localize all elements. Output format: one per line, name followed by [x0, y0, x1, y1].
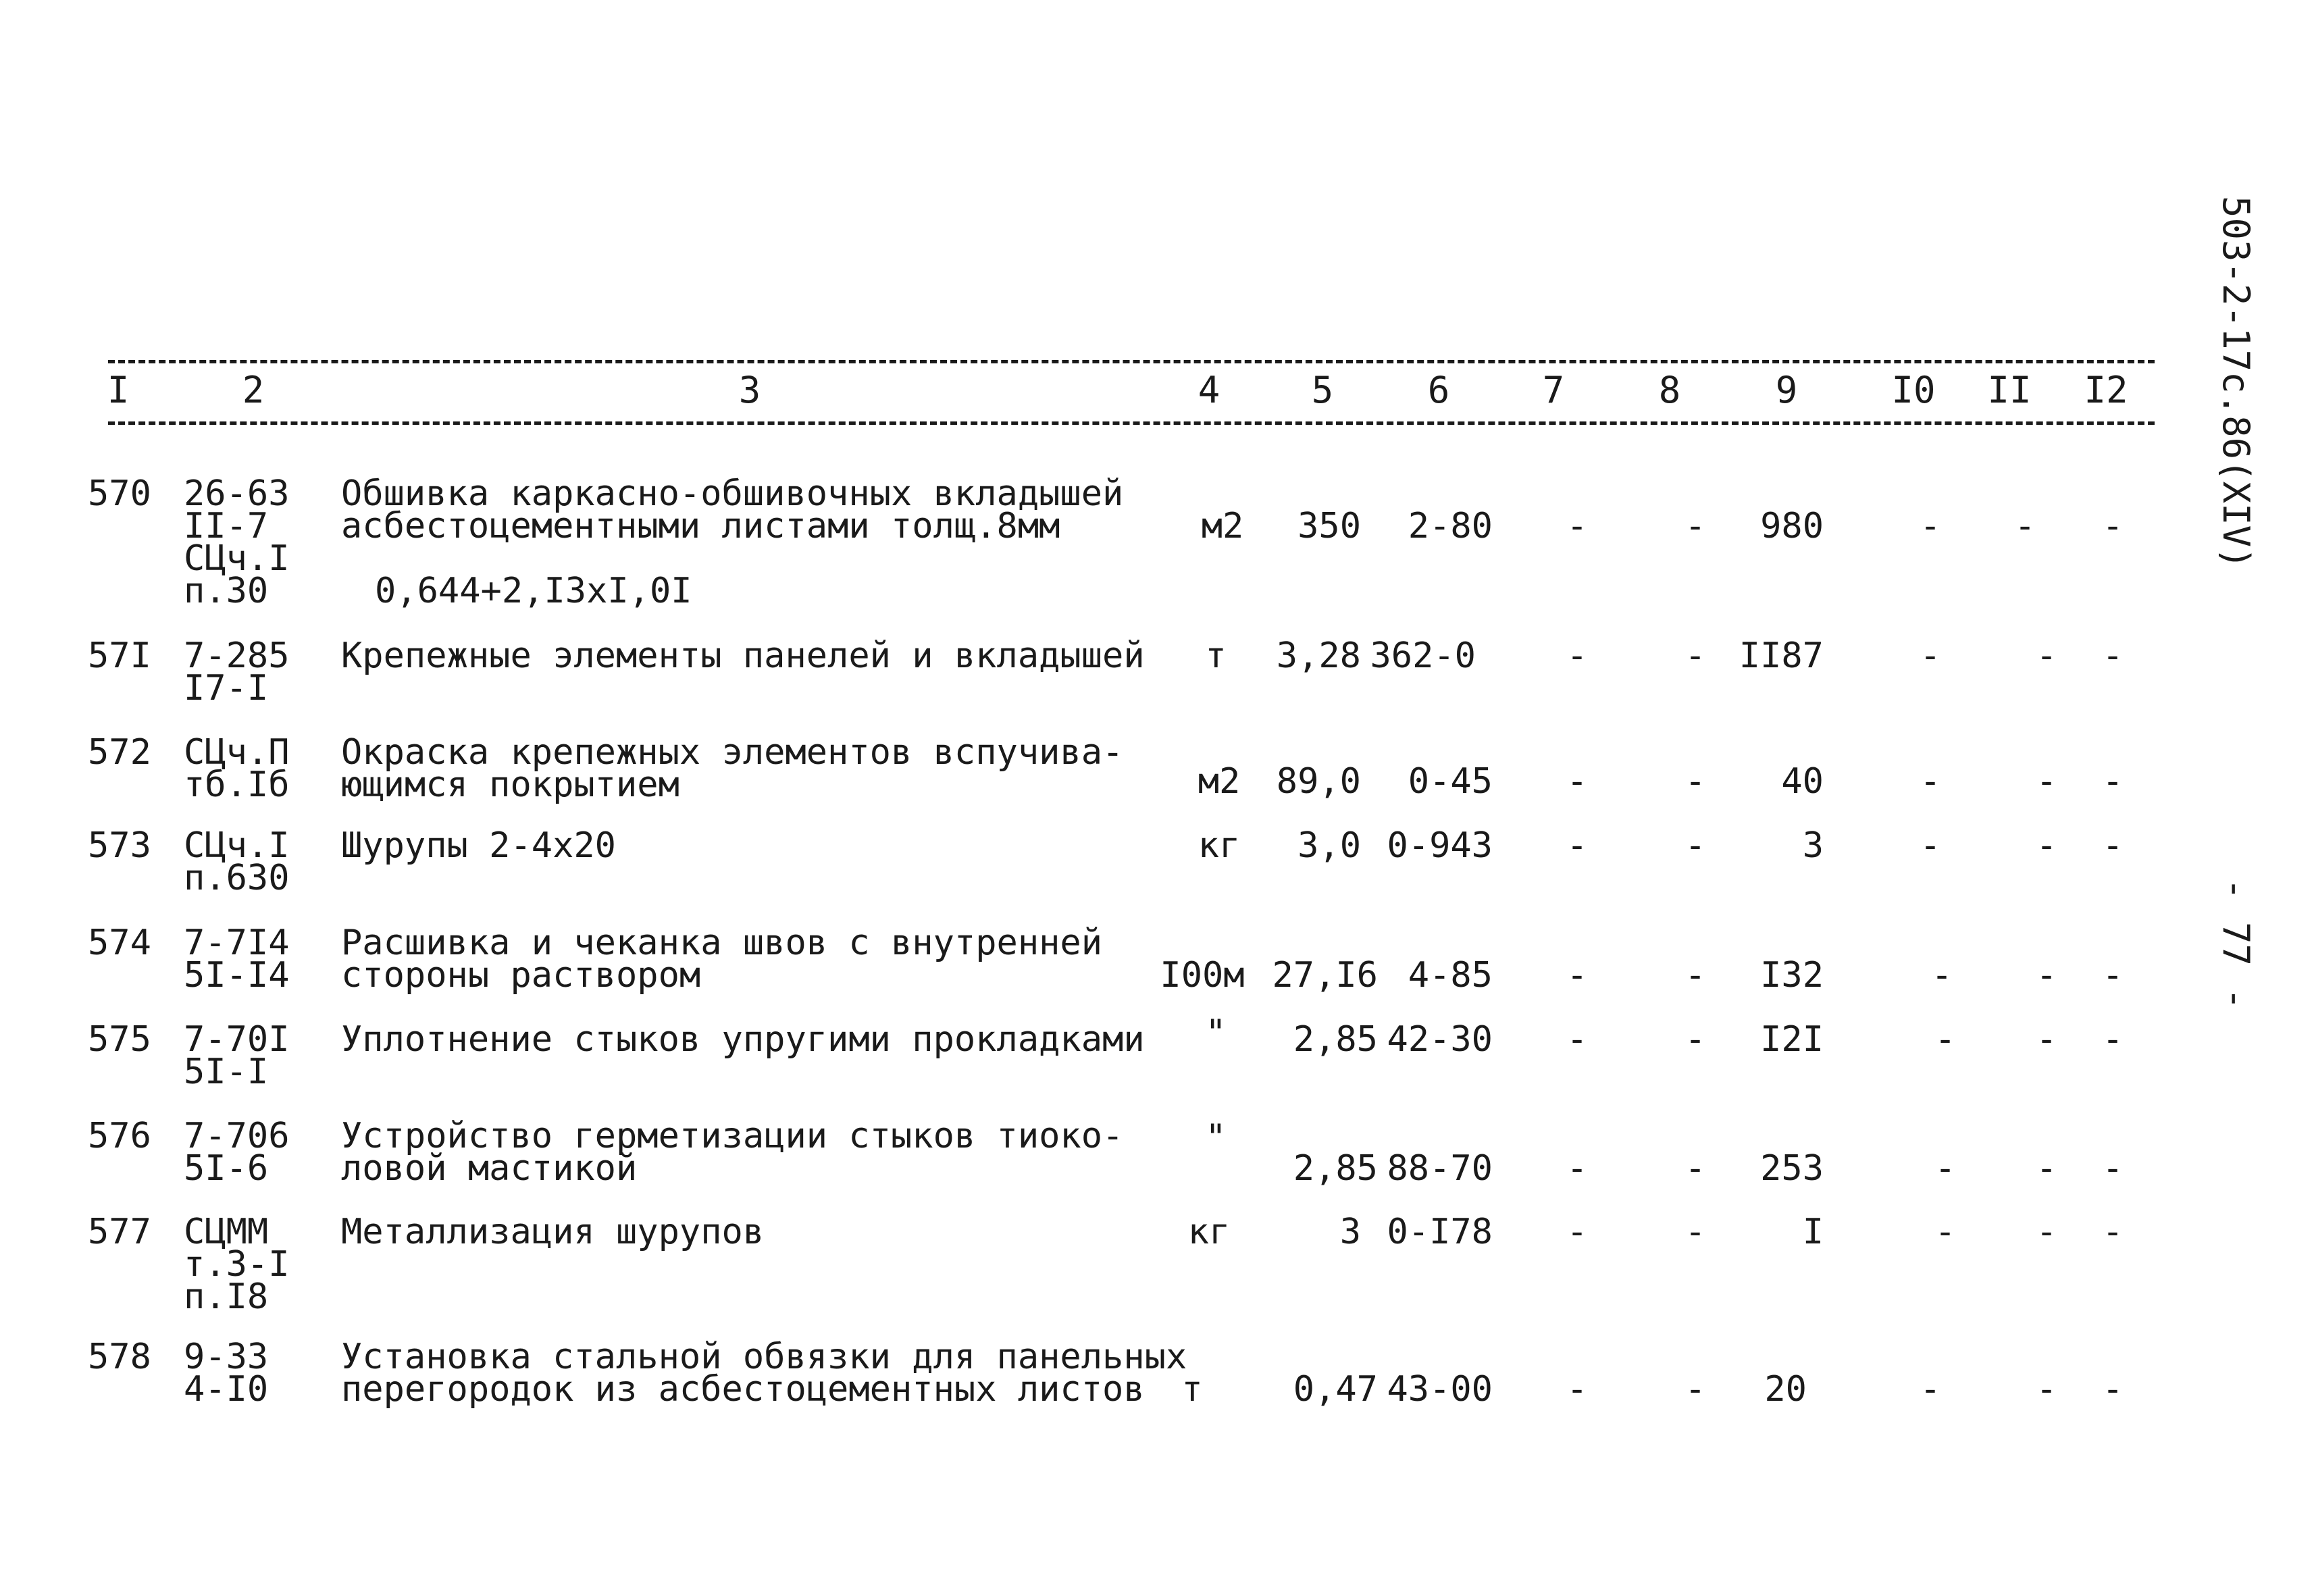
ref-line: I7-I: [184, 668, 269, 709]
col-header-5: 5: [1311, 369, 1334, 411]
col7: -: [1566, 636, 1588, 676]
col8: -: [1685, 506, 1706, 546]
col8: -: [1685, 761, 1706, 802]
col9: 40: [1781, 761, 1824, 802]
col7: -: [1566, 761, 1588, 802]
ref-line: т.3-I: [184, 1244, 290, 1285]
quantity: 0,47: [1293, 1369, 1378, 1410]
col11: -: [2036, 955, 2057, 996]
price: 0-943: [1387, 825, 1493, 866]
unit: м2: [1198, 761, 1241, 802]
price: 4-85: [1408, 955, 1493, 996]
desc-line: асбестоцементными листами толщ.8мм: [341, 506, 1060, 546]
desc-line: Крепежные элементы панелей и вкладышей: [341, 636, 1145, 676]
quantity: 3: [1339, 1212, 1361, 1252]
col11: -: [2036, 1369, 2057, 1410]
col-header-9: 9: [1775, 369, 1798, 411]
unit: ": [1205, 1117, 1227, 1158]
col7: -: [1566, 1212, 1588, 1252]
ref-line: 5I-I: [184, 1052, 269, 1092]
col9: 20: [1764, 1369, 1807, 1410]
col7: -: [1566, 955, 1588, 996]
header-bottom-rule: [108, 421, 2155, 425]
ref-line: СЦч.I: [184, 538, 290, 579]
desc-line: ловой мастикой: [341, 1148, 638, 1189]
price: 42-30: [1387, 1019, 1493, 1060]
col10: -: [1920, 761, 1941, 802]
desc-line: Шурупы 2-4х20: [341, 825, 616, 866]
col12: -: [2102, 955, 2124, 996]
ref-line: II-7: [184, 506, 269, 546]
col9: I32: [1760, 955, 1824, 996]
ref-line: п.I8: [184, 1277, 269, 1317]
ref-line: п.30: [184, 571, 269, 611]
col12: -: [2102, 825, 2124, 866]
col-header-6: 6: [1427, 369, 1450, 411]
price: 88-70: [1387, 1148, 1493, 1189]
col11: -: [2036, 1148, 2057, 1189]
col10: -: [1920, 1369, 1941, 1410]
col11: -: [2036, 636, 2057, 676]
col8: -: [1685, 1369, 1706, 1410]
ref-line: тб.Iб: [184, 765, 290, 805]
col9: I2I: [1760, 1019, 1824, 1060]
col12: -: [2102, 1148, 2124, 1189]
desc-line: перегородок из асбестоцементных листов: [341, 1369, 1145, 1410]
row-number: 577: [88, 1212, 151, 1252]
unit: ": [1205, 1012, 1227, 1053]
col9: I: [1802, 1212, 1824, 1252]
unit: I00м: [1160, 955, 1245, 996]
formula: 0,644+2,I3xI,0I: [375, 571, 692, 611]
ref-line: 5I-6: [184, 1148, 269, 1189]
ref-line: 7-706: [184, 1116, 290, 1156]
price: 362-0: [1370, 636, 1476, 676]
ref-line: 4-I0: [184, 1369, 269, 1410]
row-number: 573: [88, 825, 151, 866]
desc-line: Обшивка каркасно-обшивочных вкладышей: [341, 473, 1124, 514]
col12: -: [2102, 761, 2124, 802]
ref-line: СЦч.П: [184, 732, 290, 773]
col-header-2: 2: [242, 369, 265, 411]
col7: -: [1566, 825, 1588, 866]
quantity: 350: [1297, 506, 1361, 546]
row-number: 57I: [88, 636, 151, 676]
col-header-1: I: [107, 369, 130, 411]
desc-line: Окраска крепежных элементов вспучива-: [341, 732, 1124, 773]
col-header-3: 3: [738, 369, 761, 411]
col12: -: [2102, 636, 2124, 676]
col-header-4: 4: [1198, 369, 1220, 411]
desc-line: Уплотнение стыков упругими прокладками: [341, 1019, 1145, 1060]
col8: -: [1685, 1212, 1706, 1252]
col9: 253: [1760, 1148, 1824, 1189]
col-header-8: 8: [1658, 369, 1681, 411]
unit: т: [1181, 1369, 1203, 1410]
ref-line: СЦч.I: [184, 825, 290, 866]
col-header-10: I0: [1891, 369, 1936, 411]
row-number: 576: [88, 1116, 151, 1156]
col12: -: [2102, 1369, 2124, 1410]
col-header-11: II: [1987, 369, 2032, 411]
col12: -: [2102, 506, 2124, 546]
desc-line: Установка стальной обвязки для панельных: [341, 1337, 1187, 1377]
quantity: 2,85: [1293, 1019, 1378, 1060]
ref-line: 7-7I4: [184, 923, 290, 963]
col10: -: [1934, 1019, 1956, 1060]
quantity: 27,I6: [1272, 955, 1378, 996]
desc-line: Расшивка и чеканка швов с внутренней: [341, 923, 1103, 963]
col7: -: [1566, 1369, 1588, 1410]
ref-line: 5I-I4: [184, 955, 290, 996]
col11: -: [2036, 1212, 2057, 1252]
col9: II87: [1739, 636, 1824, 676]
ref-line: 7-70I: [184, 1019, 290, 1060]
col8: -: [1685, 1148, 1706, 1189]
col9: 3: [1802, 825, 1824, 866]
row-number: 572: [88, 732, 151, 773]
col8: -: [1685, 955, 1706, 996]
ref-line: п.630: [184, 858, 290, 898]
col7: -: [1566, 506, 1588, 546]
col11: -: [2014, 506, 2036, 546]
desc-line: Металлизация шурупов: [341, 1212, 765, 1252]
quantity: 89,0: [1276, 761, 1361, 802]
ref-line: 26-63: [184, 473, 290, 514]
col10: -: [1934, 1148, 1956, 1189]
col7: -: [1566, 1019, 1588, 1060]
row-number: 574: [88, 923, 151, 963]
price: 0-I78: [1387, 1212, 1493, 1252]
price: 43-00: [1387, 1369, 1493, 1410]
col12: -: [2102, 1019, 2124, 1060]
col9: 980: [1760, 506, 1824, 546]
unit: кг: [1187, 1212, 1231, 1252]
price: 2-80: [1408, 506, 1493, 546]
desc-line: Устройство герметизации стыков тиоко-: [341, 1116, 1124, 1156]
col10: -: [1920, 506, 1941, 546]
header-top-rule: [108, 360, 2155, 363]
desc-line: ющимся покрытием: [341, 765, 679, 805]
col-header-12: I2: [2084, 369, 2128, 411]
price: 0-45: [1408, 761, 1493, 802]
col11: -: [2036, 1019, 2057, 1060]
ref-line: 7-285: [184, 636, 290, 676]
page-number: - 77 -: [2215, 878, 2257, 1010]
unit: м2: [1201, 506, 1244, 546]
col8: -: [1685, 1019, 1706, 1060]
quantity: 2,85: [1293, 1148, 1378, 1189]
quantity: 3,0: [1297, 825, 1361, 866]
unit: кг: [1198, 825, 1241, 866]
col12: -: [2102, 1212, 2124, 1252]
col8: -: [1685, 825, 1706, 866]
col8: -: [1685, 636, 1706, 676]
col10: -: [1931, 955, 1953, 996]
document-code: 503-2-17с.86(XIV): [2215, 196, 2257, 569]
ref-line: 9-33: [184, 1337, 269, 1377]
desc-line: стороны раствором: [341, 955, 701, 996]
row-number: 578: [88, 1337, 151, 1377]
unit: т: [1205, 636, 1227, 676]
col10: -: [1920, 825, 1941, 866]
col11: -: [2036, 761, 2057, 802]
quantity: 3,28: [1276, 636, 1361, 676]
col10: -: [1920, 636, 1941, 676]
col7: -: [1566, 1148, 1588, 1189]
col10: -: [1934, 1212, 1956, 1252]
ref-line: СЦММ: [184, 1212, 269, 1252]
col-header-7: 7: [1542, 369, 1565, 411]
row-number: 570: [88, 473, 151, 514]
row-number: 575: [88, 1019, 151, 1060]
col11: -: [2036, 825, 2057, 866]
